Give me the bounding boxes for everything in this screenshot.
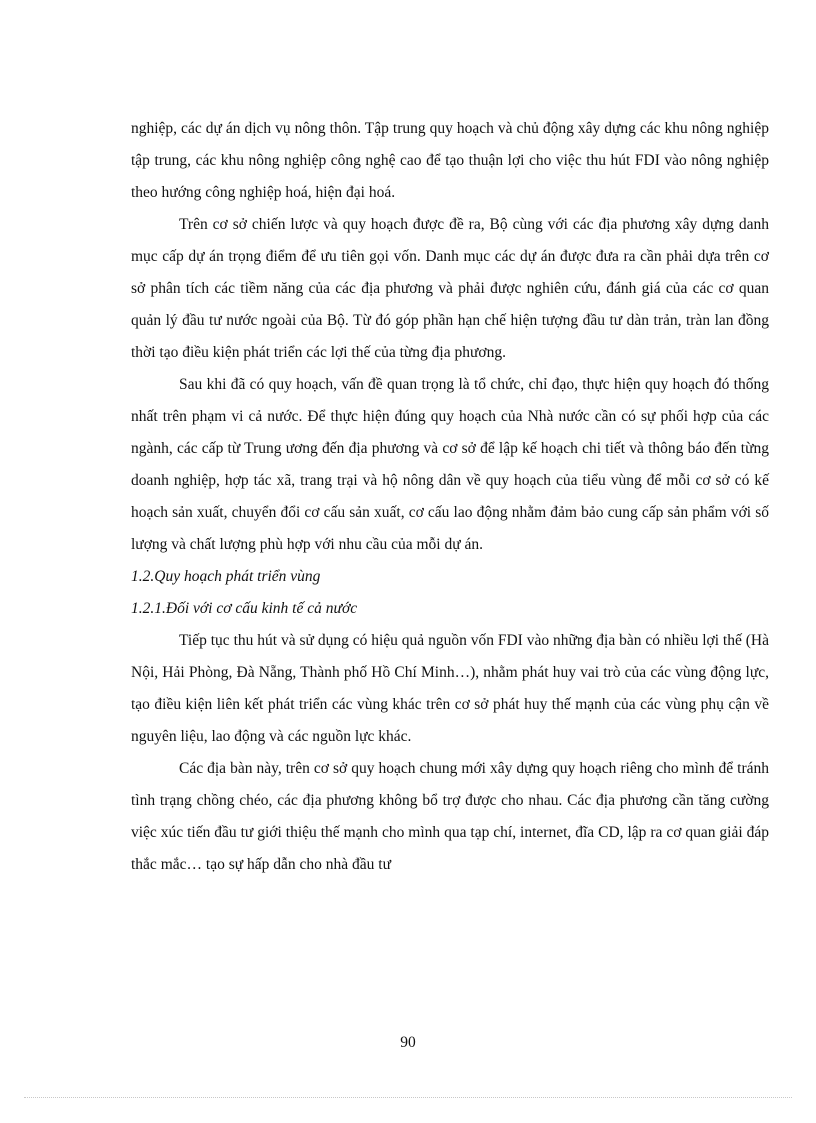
paragraph-1: nghiệp, các dự án dịch vụ nông thôn. Tập trung quy hoạch và chủ động xây dựng các khu nông nghiệp tập trung, các khu nông nghiệp công nghệ cao để tạo thuận lợi cho việc thu hút FDI vào nông nghiệp theo hướng công nghiệp hoá, hiện đại hoá.	[131, 120, 769, 201]
paragraph-3: Sau khi đã có quy hoạch, vấn đề quan trọng là tổ chức, chỉ đạo, thực hiện quy hoạch đó thống nhất trên phạm vi cả nước. Để thực hiện đúng quy hoạch của Nhà nước cần có sự phối hợp của các ngành, các cấp từ Trung ương đến địa phương và cơ sở để lập kế hoạch chi tiết và thông báo đến từng doanh nghiệp, hợp tác xã, trang trại và hộ nông dân về quy hoạch của tiểu vùng để mỗi cơ sở có kế hoạch sản xuất, chuyển đổi cơ cấu sản xuất, cơ cấu lao động nhằm đảm bảo cung cấp sản phẩm với số lượng và chất lượng phù hợp với nhu cầu của mỗi dự án.	[131, 376, 769, 553]
section-heading: 1.2.Quy hoạch phát triển vùng	[131, 568, 321, 585]
paragraph-2: Trên cơ sở chiến lược và quy hoạch được đề ra, Bộ cùng với các địa phương xây dựng danh mục cấp dự án trọng điểm để ưu tiên gọi vốn. Danh mục các dự án được đưa ra cần phải dựa trên cơ sở phân tích các tiềm năng của các địa phương và phải được nghiên cứu, đánh giá của các cơ quan quản lý đầu tư nước ngoài của Bộ. Từ đó góp phần hạn chế hiện tượng đầu tư dàn trản, tràn lan đồng thời tạo điều kiện phát triển các lợi thế của từng địa phương.	[131, 216, 769, 361]
body-text	[131, 113, 769, 881]
page-number: 90	[400, 1034, 416, 1051]
footer-divider	[24, 1097, 792, 1098]
subsection-heading: 1.2.1.Đối với cơ cấu kinh tế cả nước	[131, 600, 358, 617]
paragraph-5: Các địa bàn này, trên cơ sở quy hoạch chung mới xây dựng quy hoạch riêng cho mình để tránh tình trạng chồng chéo, các địa phương không bổ trợ được cho nhau. Các địa phương cần tăng cường việc xúc tiến đầu tư giới thiệu thế mạnh cho mình qua tạp chí, internet, đĩa CD, lập ra cơ quan giải đáp thắc mắc… tạo sự hấp dẫn cho nhà đầu tư	[131, 760, 769, 873]
paragraph-4: Tiếp tục thu hút và sử dụng có hiệu quả nguồn vốn FDI vào những địa bàn có nhiều lợi thế (Hà Nội, Hải Phòng, Đà Nẵng, Thành phố Hồ Chí Minh…), nhằm phát huy vai trò của các vùng động lực, tạo điều kiện liên kết phát triển các vùng khác trên cơ sở phát huy thế mạnh của các vùng phụ cận về nguyên liệu, lao động và các nguồn lực khác.	[131, 632, 769, 745]
